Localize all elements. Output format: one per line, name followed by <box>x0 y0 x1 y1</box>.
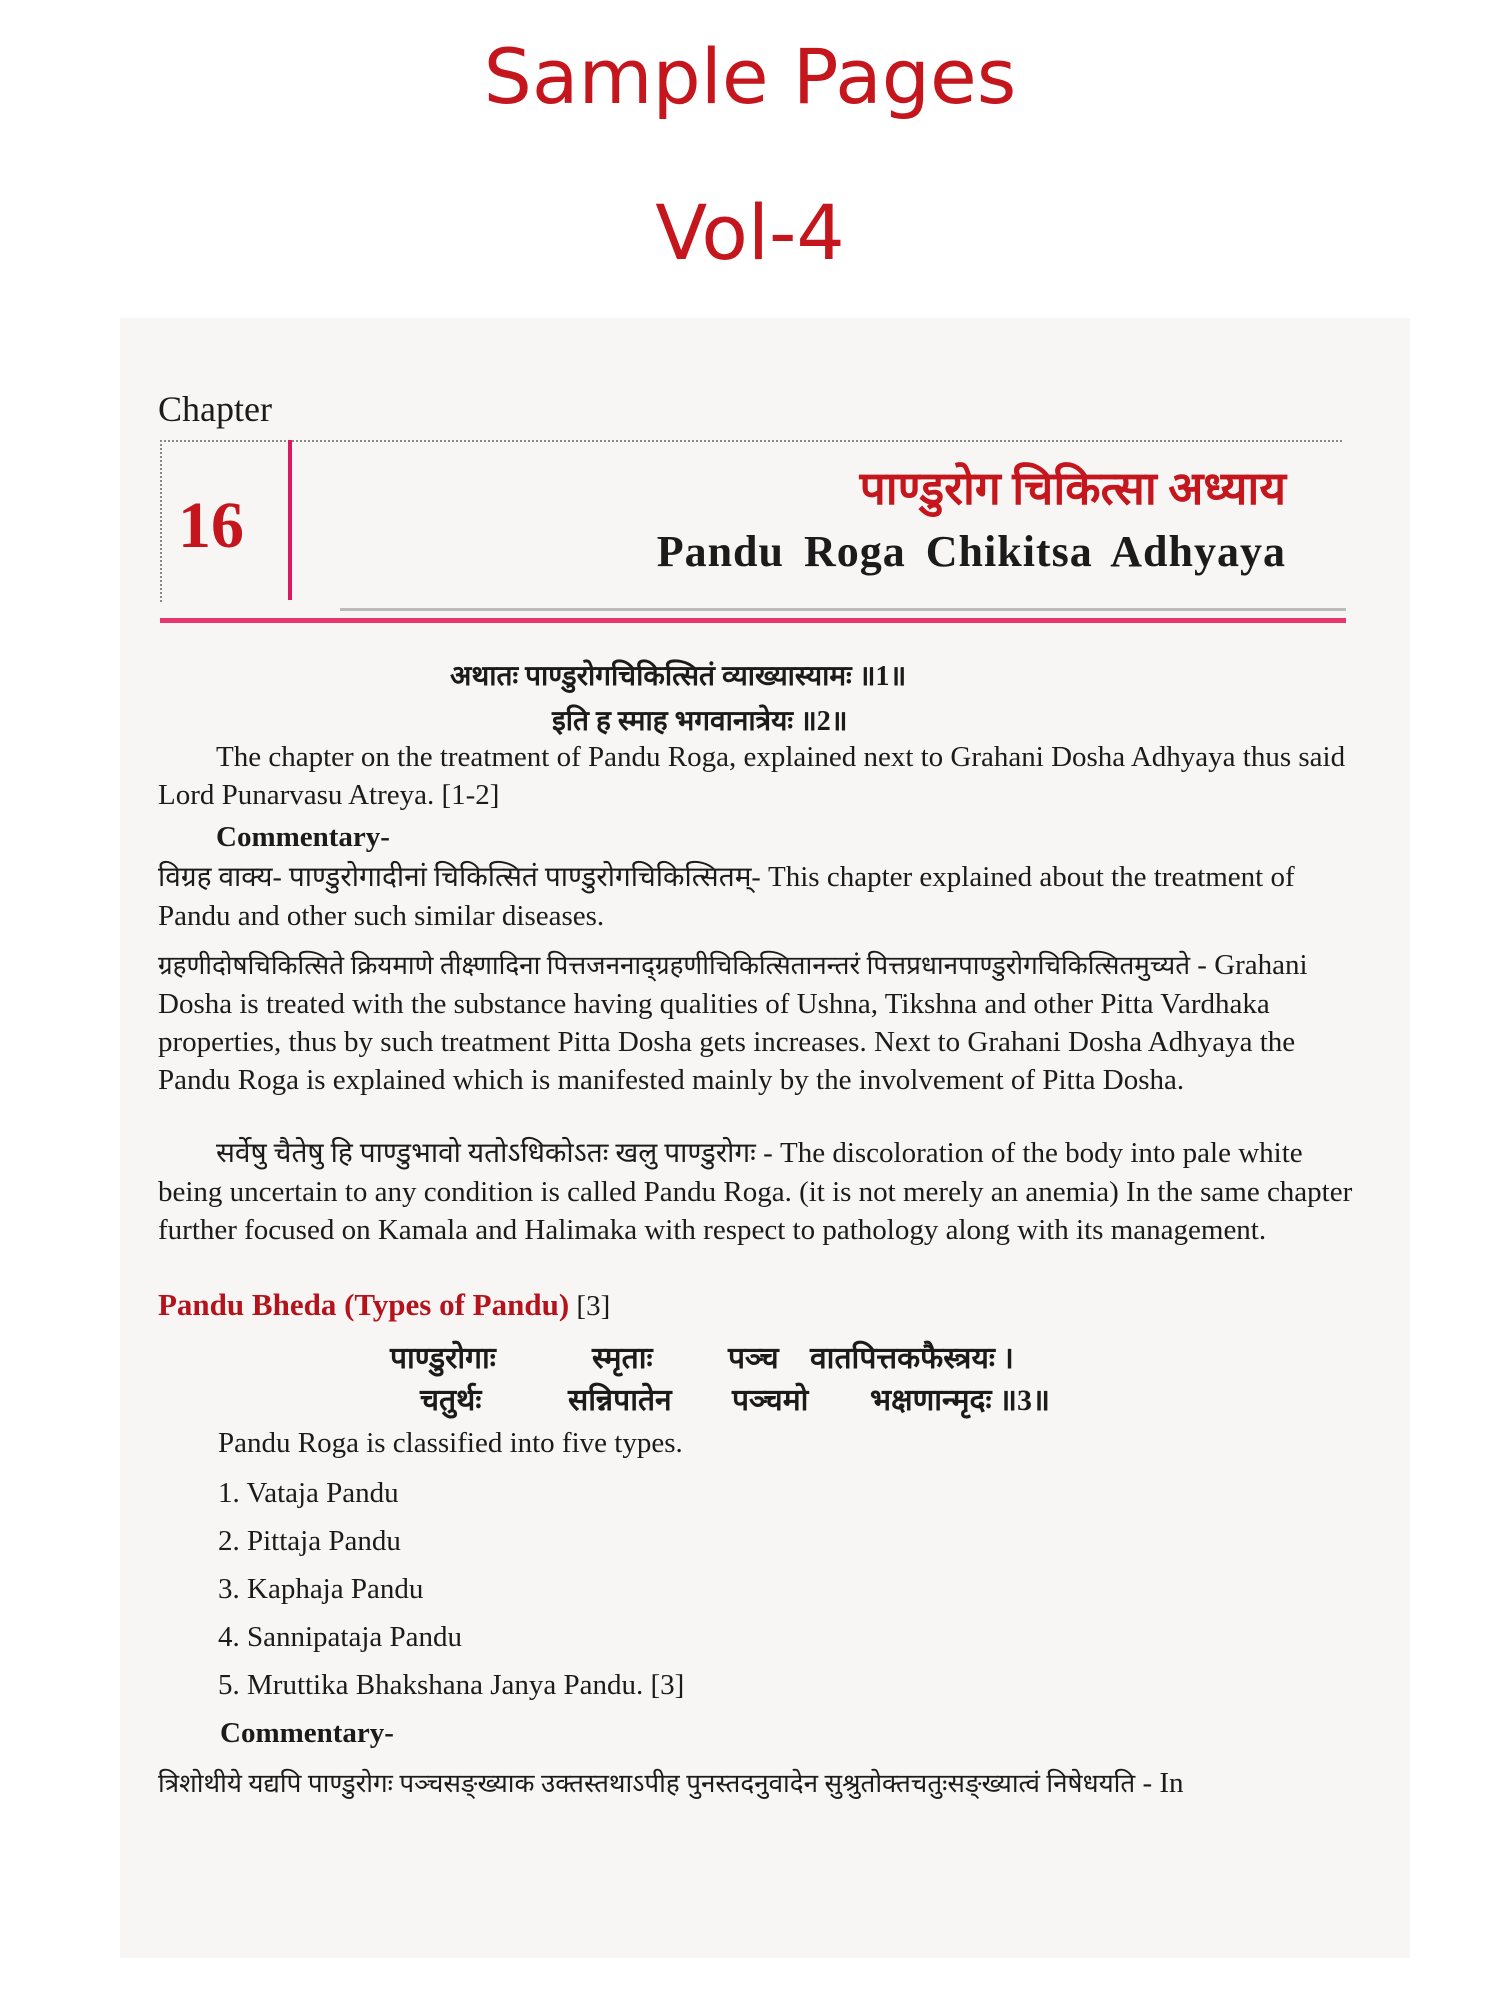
sarveshu-english: - The discoloration of the body into pale white being uncertain to any condition is called Pandu Roga. (it is not merely an anemia) In the same chapter further focused on Kamala and Halimaka with respect to pathology along with its management. <box>158 1137 1353 1246</box>
book-page <box>120 318 1410 1958</box>
type-item: 2. Pittaja Pandu <box>218 1525 401 1557</box>
vigraha-paragraph <box>158 858 1358 935</box>
section-reference: [3] <box>576 1290 611 1322</box>
sarveshu-paragraph <box>158 1134 1358 1249</box>
verse3-line2-w1: चतुर्थः <box>420 1384 482 1417</box>
sarveshu-sanskrit: सर्वेषु चैतेषु हि पाण्डुभावो यतोऽधिकोऽतः खलु पाण्डुरोगः <box>216 1138 756 1169</box>
shloka-line-2: इति ह स्माह भगवानात्रेयः ॥2॥ <box>552 706 848 737</box>
chapter-number: 16 <box>178 489 244 562</box>
chapter-title-english: Pandu Roga Chikitsa Adhyaya <box>656 527 1286 576</box>
verse3-line1-w1: पाण्डुरोगाः <box>390 1342 496 1375</box>
type-item: 3. Kaphaja Pandu <box>218 1573 424 1605</box>
grahani-english: - Grahani Dosha is treated with the substance having qualities of Ushna, Tikshna and other Pitta Vardhaka properties, thus by such treatment Pitta Dosha gets increases. Next to Grahani Dosha Adhyaya the Pandu Roga is explained which is manifested mainly by the involvement of Pitta Dosha. <box>158 949 1308 1096</box>
verse3-line2-w4: भक्षणान्मृदः ॥3॥ <box>870 1384 1050 1417</box>
intro-paragraph: The chapter on the treatment of Pandu Roga, explained next to Grahani Dosha Adhyaya thus said Lord Punarvasu Atreya. [1-2] <box>158 741 1346 811</box>
last-line-sanskrit: त्रिशोथीये यद्यपि पाण्डुरोगः पञ्चसङ्ख्याक उक्तस्तथाऽपीह पुनस्तदनुवादेन सुश्रुतोक्तचतुःसङ्ख्यात्वं निषेधयति <box>158 1769 1136 1798</box>
header-pink-rule <box>160 618 1346 623</box>
verse3-line1-w4: वातपित्तकफैस्त्रयः । <box>810 1342 1014 1375</box>
chapter-label: Chapter <box>158 389 272 429</box>
classification-intro: Pandu Roga is classified into five types. <box>218 1427 683 1459</box>
verse3-line2-w3: पञ्चमो <box>732 1384 809 1417</box>
verse3-line1-w3: पञ्च <box>728 1342 779 1375</box>
banner-title: Sample Pages <box>483 32 1017 121</box>
section-title: Pandu Bheda (Types of Pandu) <box>158 1287 570 1322</box>
grahani-paragraph <box>158 946 1358 1099</box>
type-item: 4. Sannipataja Pandu <box>218 1621 463 1653</box>
type-item: 5. Mruttika Bhakshana Janya Pandu. [3] <box>218 1669 685 1701</box>
banner-volume: Vol-4 <box>655 188 845 277</box>
commentary-heading-2: Commentary- <box>220 1717 394 1749</box>
vigraha-sanskrit: विग्रह वाक्य- पाण्डुरोगादीनां चिकित्सितं पाण्डुरोगचिकित्सितम्- <box>158 862 761 893</box>
header-gray-rule <box>340 608 1346 611</box>
section-heading <box>158 1286 610 1325</box>
verse3-line1-w2: स्मृताः <box>592 1342 653 1375</box>
last-line <box>158 1764 1358 1803</box>
type-item: 1. Vataja Pandu <box>218 1477 399 1509</box>
commentary-heading-1: Commentary- <box>216 821 390 853</box>
chapter-title-devanagari: पाण्डुरोग चिकित्सा अध्याय <box>859 463 1286 514</box>
last-line-english: - In <box>1142 1767 1184 1799</box>
vigraha-english: This chapter explained about the treatment of Pandu and other such similar diseases. <box>158 861 1295 932</box>
shloka-line-1: अथातः पाण्डुरोगचिकित्सितं व्याख्यास्यामः ॥1॥ <box>450 661 907 692</box>
verse3-line2-w2: सन्निपातेन <box>568 1384 672 1417</box>
grahani-sanskrit: ग्रहणीदोषचिकित्सिते क्रियमाणे तीक्ष्णादिना पित्तजननाद्ग्रहणीचिकित्सितानन्तरं पित्तप्रधानपाण्डुरोगचिकित्सितमुच्यते <box>158 951 1191 980</box>
